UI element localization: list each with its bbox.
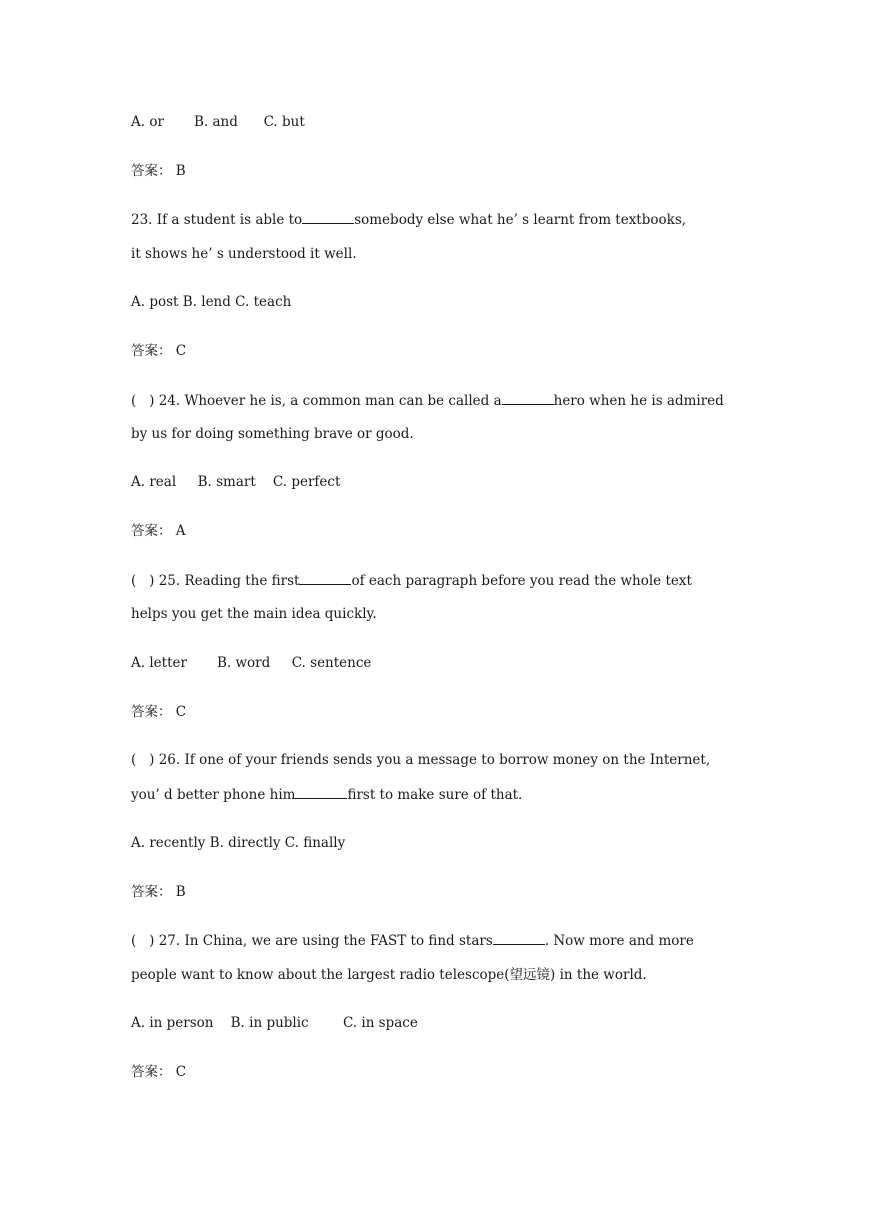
- q25-stem-line1: ( ) 25. Reading the first of each paragraph before you read the whole text: [131, 573, 692, 589]
- q23-answer: 答案： C: [131, 343, 187, 359]
- q25-options: A. letter B. word C. sentence: [131, 655, 372, 671]
- q22-answer: 答案： B: [131, 163, 186, 179]
- q23-stem-line1: 23. If a student is able to somebody else what he’ s learnt from textbooks,: [131, 212, 687, 228]
- answer-blank: [493, 931, 545, 945]
- q25-stem-line2: helps you get the main idea quickly.: [131, 606, 377, 622]
- q24-stem-line2: by us for doing something brave or good.: [131, 426, 414, 442]
- answer-blank: [502, 391, 554, 405]
- q27-stem-line1: ( ) 27. In China, we are using the FAST to find stars . Now more and more: [131, 933, 694, 949]
- q23-stem-line2: it shows he’ s understood it well.: [131, 246, 357, 262]
- q26-options: A. recently B. directly C. finally: [131, 835, 346, 851]
- answer-blank: [302, 210, 354, 224]
- q25-answer: 答案： C: [131, 704, 187, 720]
- q27-stem-line2: people want to know about the largest radio telescope(望远镜) in the world.: [131, 967, 647, 983]
- answer-blank: [295, 785, 347, 799]
- q27-answer: 答案： C: [131, 1064, 187, 1080]
- q24-stem-line1: ( ) 24. Whoever he is, a common man can be called a hero when he is admired: [131, 393, 724, 409]
- q24-options: A. real B. smart C. perfect: [131, 474, 341, 490]
- q26-answer: 答案： B: [131, 884, 186, 900]
- q26-stem-line2: you’ d better phone him first to make sure of that.: [131, 787, 523, 803]
- q22-options: A. or B. and C. but: [131, 114, 305, 130]
- answer-blank: [299, 571, 351, 585]
- q24-answer: 答案： A: [131, 523, 186, 539]
- q27-options: A. in person B. in public C. in space: [131, 1015, 418, 1031]
- q26-stem-line1: ( ) 26. If one of your friends sends you a message to borrow money on the Internet,: [131, 752, 711, 768]
- q23-options: A. post B. lend C. teach: [131, 294, 292, 310]
